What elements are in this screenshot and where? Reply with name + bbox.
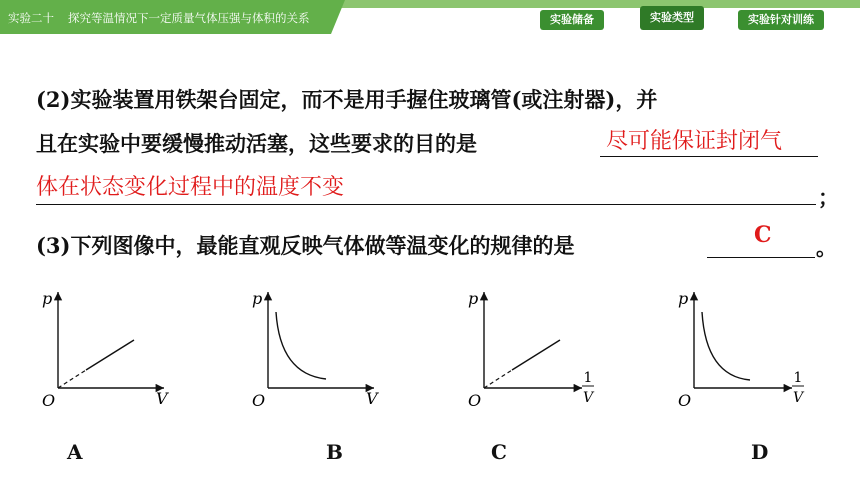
q3-text: (3)下列图像中，最能直观反映气体做等温变化的规律的是 xyxy=(36,233,575,258)
lesson-number: 实验二十 xyxy=(8,11,54,25)
graph-c-option[interactable]: C xyxy=(491,440,507,464)
q3-end-mark: 。 xyxy=(816,235,837,260)
hyperbola-curve xyxy=(702,312,750,380)
header-bar xyxy=(0,0,860,36)
origin-label: O xyxy=(252,391,266,410)
graph-d-svg xyxy=(674,282,824,422)
nav-tab-experiment-type[interactable]: 实验类型 xyxy=(640,6,704,30)
x-axis-label-denominator: V xyxy=(792,390,804,406)
y-axis-label: p xyxy=(42,289,53,308)
x-axis-label-denominator: V xyxy=(582,390,594,406)
graph-a-svg xyxy=(36,282,186,422)
graph-b xyxy=(246,282,396,422)
graph-a xyxy=(36,282,186,422)
q2-line2 xyxy=(36,128,477,158)
data-line xyxy=(512,340,560,370)
x-axis-label-numerator: 1 xyxy=(583,370,593,386)
q2-end-mark: ； xyxy=(818,185,839,210)
extrapolation-dashed xyxy=(484,370,512,388)
nav-tab-experiment-prep[interactable]: 实验储备 xyxy=(540,10,604,30)
y-axis-label: p xyxy=(252,289,263,308)
graph-d xyxy=(674,282,824,422)
x-axis-label: V xyxy=(156,389,168,408)
q3-answer: C xyxy=(754,222,772,248)
origin-label: O xyxy=(468,391,482,410)
graph-c-svg xyxy=(464,282,614,422)
graph-a-option[interactable]: A xyxy=(67,440,83,464)
data-line xyxy=(86,340,134,370)
graph-b-svg xyxy=(246,282,396,422)
hyperbola-curve xyxy=(276,312,326,379)
lesson-title: 探究等温情况下一定质量气体压强与体积的关系 xyxy=(68,11,310,25)
graph-b-option[interactable]: B xyxy=(326,440,343,464)
x-axis-label: V xyxy=(366,389,378,408)
y-axis-label: p xyxy=(678,289,689,308)
nav-tab-experiment-practice[interactable]: 实验针对训练 xyxy=(738,10,824,30)
q2-line2-prefix: 且在实验中要缓慢推动活塞，这些要求的目的是 xyxy=(36,131,477,156)
q2-line1: (2)实验装置用铁架台固定，而不是用手握住玻璃管(或注射器)，并 xyxy=(36,87,658,112)
q2-answer-part1: 尽可能保证封闭气 xyxy=(606,129,783,154)
y-axis-label: p xyxy=(468,289,479,308)
header-title xyxy=(8,10,324,26)
origin-label: O xyxy=(42,391,56,410)
origin-label: O xyxy=(678,391,692,410)
graph-c xyxy=(464,282,614,422)
extrapolation-dashed xyxy=(58,370,86,388)
x-axis-label-numerator: 1 xyxy=(793,370,803,386)
graph-d-option[interactable]: D xyxy=(751,440,769,464)
q2-answer-part2: 体在状态变化过程中的温度不变 xyxy=(36,175,345,200)
